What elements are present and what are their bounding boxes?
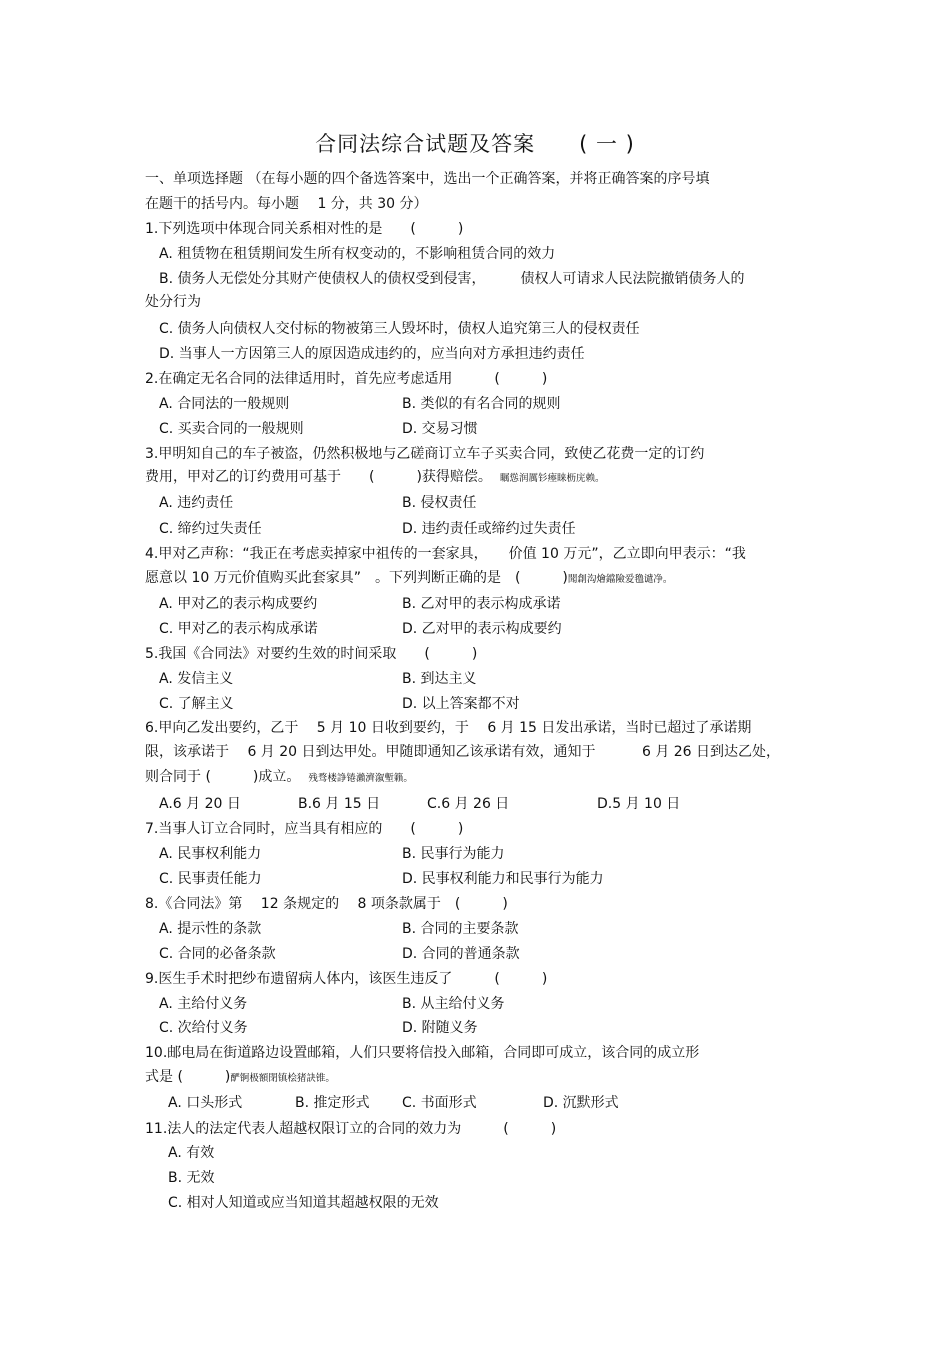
noise-text: 瞩慫润厲钐瘞睐枥庑赖。 xyxy=(499,473,605,484)
option-b: B.6 月 15 日 xyxy=(298,796,381,812)
question-stem-continued xyxy=(145,569,672,589)
section-intro-line2: 在题干的括号内。每小题 1 分，共 30 分） xyxy=(145,196,428,212)
option-a: A. 民事权利能力 xyxy=(159,846,262,862)
option-c: C. 次给付义务 xyxy=(159,1020,248,1036)
option-b: B. 乙对甲的表示构成承诺 xyxy=(402,596,561,612)
question-stem-continued xyxy=(145,768,413,788)
option-a: A. 甲对乙的表示构成要约 xyxy=(159,596,318,612)
option-d: D. 沉默形式 xyxy=(543,1095,619,1111)
option-d: D. 违约责任或缔约过失责任 xyxy=(402,521,576,537)
option-a: A. 违约责任 xyxy=(159,495,234,511)
question-stem-continued xyxy=(145,1068,335,1088)
option-d: D. 以上答案都不对 xyxy=(402,696,520,712)
question-stem: 1.下列选项中体现合同关系相对性的是 ( ) xyxy=(145,221,464,237)
option-a: A. 口头形式 xyxy=(168,1095,243,1111)
option-a: A. 主给付义务 xyxy=(159,996,248,1012)
option-c: C. 买卖合同的一般规则 xyxy=(159,421,304,437)
option-c: C. 了解主义 xyxy=(159,696,234,712)
option-d: D. 乙对甲的表示构成要约 xyxy=(402,621,562,637)
section-intro-line1: 一、单项选择题 （在每小题的四个备选答案中，选出一个正确答案，并将正确答案的序号填 xyxy=(145,171,710,187)
question-stem: 3.甲明知自己的车子被盗，仍然积极地与乙磋商订立车子买卖合同，致使乙花费一定的订约 xyxy=(145,446,705,462)
question-stem: 5.我国《合同法》对要约生效的时间采取 ( ) xyxy=(145,646,478,662)
option-b: B. 合同的主要条款 xyxy=(402,921,519,937)
option-c: C. 合同的必备条款 xyxy=(159,946,276,962)
option-d: D.5 月 10 日 xyxy=(597,796,681,812)
option-a: A.6 月 20 日 xyxy=(159,796,241,812)
option-a: A. 租赁物在租赁期间发生所有权变动的，不影响租赁合同的效力 xyxy=(159,246,556,262)
option-c: C. 民事责任能力 xyxy=(159,871,262,887)
option-a: A. 提示性的条款 xyxy=(159,921,262,937)
question-stem: 4.甲对乙声称：“我正在考虑卖掉家中祖传的一套家具， 价值 10 万元”，乙立即向甲表示：“我 xyxy=(145,546,746,562)
stem-text: 费用，甲对乙的订约费用可基于 ( )获得赔偿。 xyxy=(145,469,492,485)
option-b: B. 从主给付义务 xyxy=(402,996,505,1012)
question-stem-continued xyxy=(145,468,604,488)
option-b: B. 侵权责任 xyxy=(402,495,477,511)
option-c: C. 甲对乙的表示构成承诺 xyxy=(159,621,318,637)
option-c: C.6 月 26 日 xyxy=(427,796,510,812)
option-b: B. 债务人无偿处分其财产使债权人的债权受到侵害， 债权人可请求人民法院撤销债务人的 xyxy=(159,271,745,287)
noise-text: 残骛楼諍锩瀨濟溆塹籟。 xyxy=(308,773,413,784)
option-b: B. 到达主义 xyxy=(402,671,477,687)
question-stem: 8.《合同法》第 12 条规定的 8 项条款属于 ( ) xyxy=(145,896,508,912)
option-a: A. 有效 xyxy=(168,1145,215,1161)
option-a: A. 合同法的一般规则 xyxy=(159,396,290,412)
option-d: D. 合同的普通条款 xyxy=(402,946,520,962)
question-stem: 2.在确定无名合同的法律适用时，首先应考虑适用 ( ) xyxy=(145,371,548,387)
option-b: B. 民事行为能力 xyxy=(402,846,505,862)
option-c: C. 相对人知道或应当知道其超越权限的无效 xyxy=(168,1195,439,1211)
option-a: A. 发信主义 xyxy=(159,671,234,687)
stem-text: 式是 ( ) xyxy=(145,1069,231,1085)
option-d: D. 当事人一方因第三人的原因造成违约的，应当向对方承担违约责任 xyxy=(159,346,585,362)
question-stem: 11.法人的法定代表人超越权限订立的合同的效力为 ( ) xyxy=(145,1121,557,1137)
question-stem: 6.甲向乙发出要约，乙于 5 月 10 日收到要约，于 6 月 15 日发出承诺，当时已超过了承诺期 xyxy=(145,720,752,736)
option-b: B. 推定形式 xyxy=(295,1095,370,1111)
question-stem: 9.医生手术时把纱布遗留病人体内，该医生违反了 ( ) xyxy=(145,971,548,987)
question-stem-continued: 限，该承诺于 6 月 20 日到达甲处。甲随即通知乙该承诺有效，通知于 6 月 26 日到达乙处， xyxy=(145,744,781,760)
option-b: B. 类似的有名合同的规则 xyxy=(402,396,561,412)
option-d: D. 附随义务 xyxy=(402,1020,478,1036)
option-c: C. 书面形式 xyxy=(402,1095,477,1111)
noise-text: 聞創沟燴鐺險爱氇谴净。 xyxy=(567,574,673,585)
option-c: C. 缔约过失责任 xyxy=(159,521,262,537)
option-b: B. 无效 xyxy=(168,1170,215,1186)
page-title: 合同法综合试题及答案 ( 一 ) xyxy=(315,132,635,156)
option-d: D. 交易习惯 xyxy=(402,421,478,437)
option-c: C. 债务人向债权人交付标的物被第三人毁坏时，债权人追究第三人的侵权责任 xyxy=(159,321,640,337)
stem-text: 则合同于 ( )成立。 xyxy=(145,769,301,785)
question-stem: 7.当事人订立合同时，应当具有相应的 ( ) xyxy=(145,821,464,837)
stem-text: 愿意以 10 万元价值购买此套家具” 。下列判断正确的是 ( ) xyxy=(145,570,568,586)
option-b-continued: 处分行为 xyxy=(145,294,201,310)
question-stem: 10.邮电局在街道路边设置邮箱，人们只要将信投入邮箱，合同即可成立，该合同的成立形 xyxy=(145,1045,700,1061)
option-d: D. 民事权利能力和民事行为能力 xyxy=(402,871,604,887)
noise-text: 酽锕极額閉镇桧猪訣锥。 xyxy=(230,1073,335,1084)
